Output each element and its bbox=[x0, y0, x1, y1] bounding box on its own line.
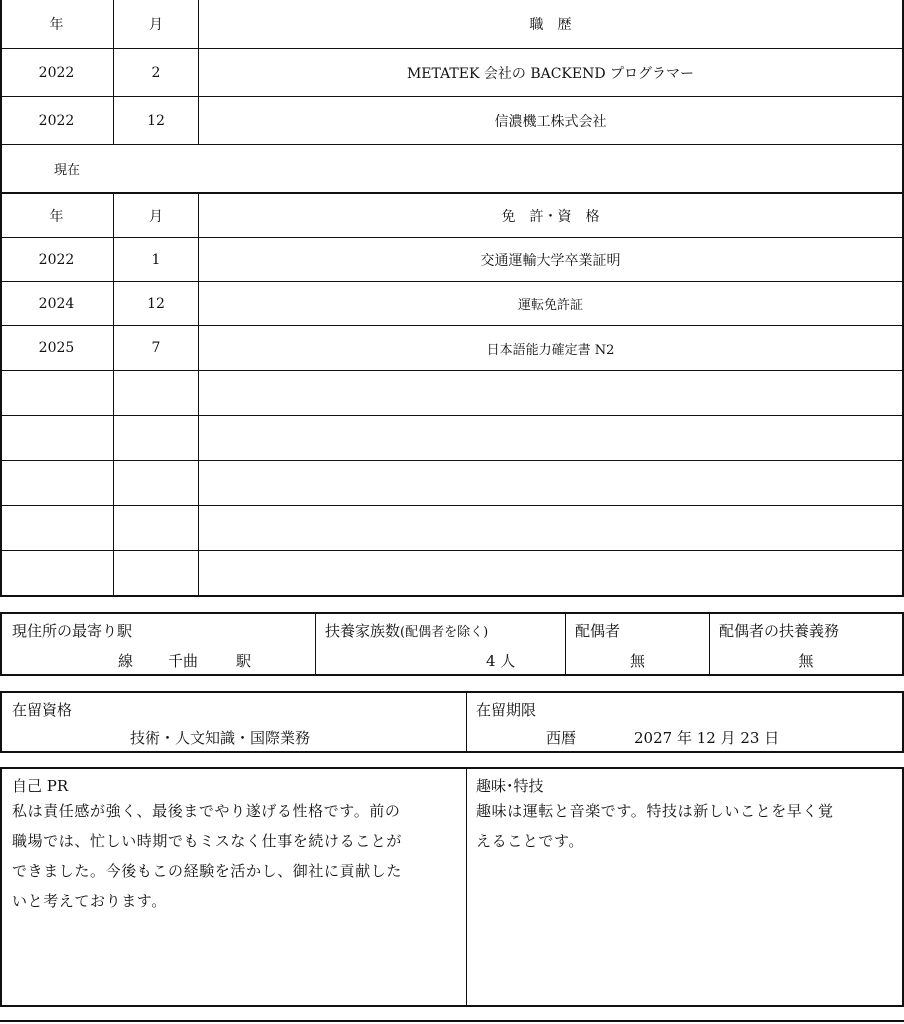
hobby-line: えることです。 bbox=[476, 832, 585, 850]
license-header-year: 年 bbox=[49, 208, 64, 225]
dependents-label-text: 扶養家族数 bbox=[325, 622, 401, 640]
career-row-year: 2022 bbox=[38, 112, 75, 129]
dependents-value: 4 人 bbox=[486, 652, 516, 670]
spouse-support-value: 無 bbox=[798, 652, 814, 670]
visa-period-era: 西暦 bbox=[546, 729, 577, 747]
spouse-value: 無 bbox=[629, 652, 645, 670]
pr-line: いと考えております。 bbox=[12, 892, 167, 910]
spouse-support-label: 配偶者の扶養義務 bbox=[719, 622, 840, 640]
station-name: 千曲 bbox=[168, 652, 199, 670]
career-header-year: 年 bbox=[49, 17, 64, 33]
visa-period-label: 在留期限 bbox=[476, 701, 537, 719]
license-row-year: 2022 bbox=[38, 251, 75, 268]
license-header-month: 月 bbox=[149, 208, 163, 225]
license-row-month: 12 bbox=[147, 295, 165, 312]
career-row-year: 2022 bbox=[38, 64, 75, 81]
hobby-line: 趣味は運転と音楽です。特技は新しいことを早く覚 bbox=[476, 802, 834, 820]
visa-status-label: 在留資格 bbox=[12, 701, 73, 719]
dependents-note: (配偶者を除く) bbox=[400, 625, 489, 640]
station-label: 現住所の最寄り駅 bbox=[12, 622, 133, 640]
license-row-year: 2025 bbox=[38, 340, 75, 356]
pr-line: 私は責任感が強く、最後までやり遂げる性格です。前の bbox=[12, 802, 401, 820]
license-row-text: 運転免許証 bbox=[517, 298, 583, 313]
pr-text bbox=[12, 796, 462, 916]
career-row-text: 信濃機工株式会社 bbox=[494, 113, 607, 130]
dependents-label bbox=[325, 620, 488, 641]
license-row-month: 1 bbox=[151, 251, 161, 268]
pr-label: 自己 PR bbox=[12, 777, 69, 795]
career-row-text: METATEK 会社の BACKEND プログラマー bbox=[406, 65, 695, 82]
license-row-month: 7 bbox=[151, 340, 161, 356]
hobby-label: 趣味･特技 bbox=[476, 777, 544, 795]
station-line: 線 bbox=[118, 652, 134, 670]
career-header-month: 月 bbox=[149, 17, 163, 33]
license-header-title: 免 許・資 格 bbox=[501, 208, 600, 225]
hobby-text bbox=[476, 796, 900, 856]
license-row-text: 日本語能力確定書 N2 bbox=[486, 342, 615, 358]
spouse-label: 配偶者 bbox=[575, 622, 621, 640]
career-row-month: 12 bbox=[147, 112, 165, 129]
station-suffix: 駅 bbox=[236, 652, 252, 670]
visa-status-value: 技術・人文知識・国際業務 bbox=[130, 729, 311, 747]
career-row-month: 2 bbox=[151, 64, 161, 81]
pr-line: 職場では、忙しい時期でもミスなく仕事を続けることが bbox=[12, 832, 403, 850]
pr-line: できました。今後もこの経験を活かし、御社に貢献した bbox=[12, 862, 403, 880]
license-row-year: 2024 bbox=[38, 295, 75, 312]
career-header-title: 職 歴 bbox=[529, 17, 572, 33]
visa-period-value: 2027 年 12 月 23 日 bbox=[634, 729, 780, 747]
career-current: 現在 bbox=[54, 163, 81, 178]
license-row-text: 交通運輸大学卒業証明 bbox=[480, 252, 621, 269]
